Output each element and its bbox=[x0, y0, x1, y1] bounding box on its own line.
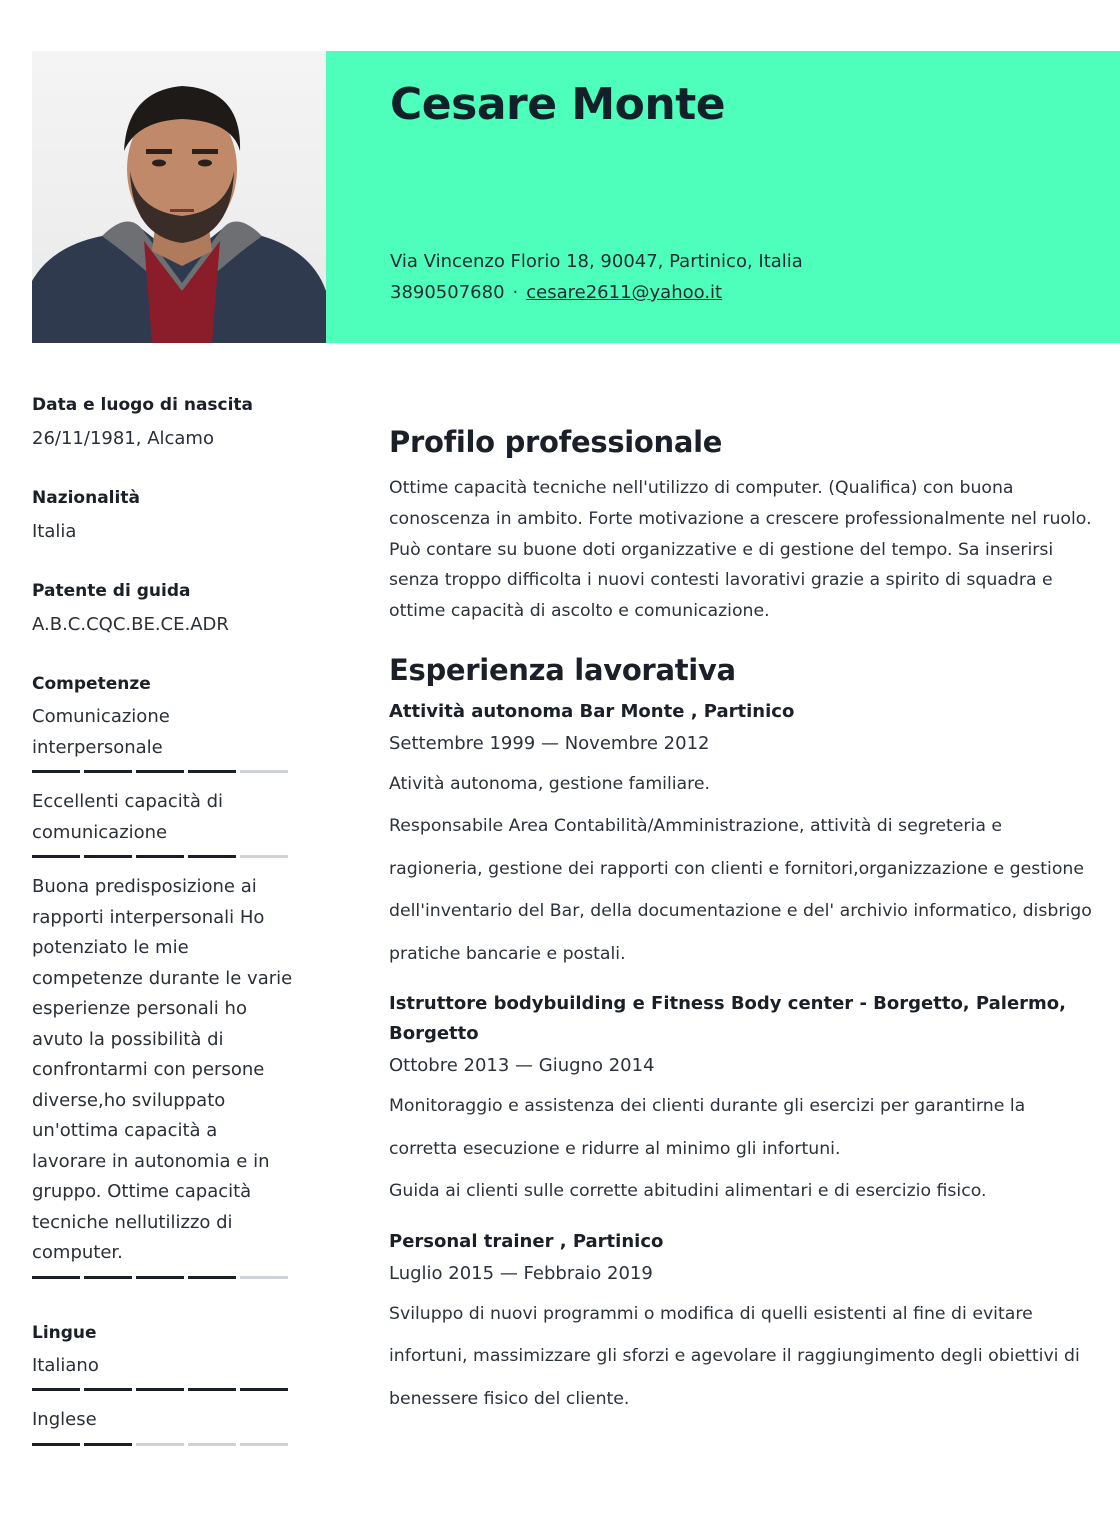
level-segment bbox=[136, 1388, 184, 1391]
job-dates: Luglio 2015 — Febbraio 2019 bbox=[389, 1262, 653, 1284]
phone: 3890507680 bbox=[390, 282, 505, 303]
level-segment bbox=[136, 770, 184, 773]
header-band bbox=[326, 51, 1120, 343]
level-segment bbox=[188, 1443, 236, 1446]
profile-line: ottime capacità di ascolto e comunicazione. bbox=[389, 601, 770, 622]
address: Via Vincenzo Florio 18, 90047, Partinico, Italia bbox=[390, 251, 803, 272]
skill-item: Buona predisposizione ai rapporti interpersonali Ho potenziato le mie competenze durante le varie esperienze personali ho avuto la possibilità di confrontarmi con persone diverse,ho sviluppato un'ottima capacità a lavorare in autonomia e in gruppo. Ottime capacità tecniche nellutilizzo di computer. bbox=[32, 876, 293, 1263]
job-entry bbox=[389, 697, 1119, 976]
level-segment bbox=[84, 1443, 132, 1446]
profile-line: Può contare su buone doti organizzative e di gestione del tempo. Sa inserirsi bbox=[389, 539, 1054, 560]
profile-heading: Profilo professionale bbox=[389, 425, 723, 459]
job-line: Sviluppo di nuovi programmi o modifica di quelli esistenti al fine di evitare bbox=[389, 1303, 1033, 1324]
skill-meter bbox=[32, 770, 294, 773]
job-title: Personal trainer , Partinico bbox=[389, 1230, 664, 1252]
level-segment bbox=[240, 1388, 288, 1391]
level-segment bbox=[188, 1276, 236, 1279]
sidebar bbox=[32, 395, 294, 1460]
contact-block bbox=[390, 246, 803, 308]
job-description bbox=[389, 1085, 1119, 1213]
job-line: infortuni, massimizzare gli sforzi e agevolare il raggiungimento degli obiettivi di bbox=[389, 1346, 1080, 1367]
nationality-value: Italia bbox=[32, 521, 77, 542]
level-segment bbox=[136, 1276, 184, 1279]
level-segment bbox=[32, 1276, 80, 1279]
job-dates: Ottobre 2013 — Giugno 2014 bbox=[389, 1055, 655, 1077]
job-line: Monitoraggio e assistenza dei clienti durante gli esercizi per garantirne la bbox=[389, 1096, 1026, 1117]
email-link[interactable]: cesare2611@yahoo.it bbox=[526, 282, 723, 303]
level-segment bbox=[84, 770, 132, 773]
main-content bbox=[389, 425, 1119, 1420]
phone-email-line bbox=[390, 277, 803, 308]
job-line: pratiche bancarie e postali. bbox=[389, 943, 626, 964]
job-line: benessere fisico del cliente. bbox=[389, 1388, 630, 1409]
skills-block bbox=[32, 674, 294, 1279]
skill-item: Eccellenti capacità di comunicazione bbox=[32, 791, 224, 843]
language-meter bbox=[32, 1443, 294, 1446]
job-description bbox=[389, 763, 1119, 976]
job-title: Istruttore bodybuilding e Fitness Body center - Borgetto, Palermo, Borgetto bbox=[389, 993, 1066, 1045]
level-segment bbox=[136, 1443, 184, 1446]
level-segment bbox=[84, 1276, 132, 1279]
level-segment bbox=[84, 1388, 132, 1391]
nationality-label: Nazionalità bbox=[32, 488, 140, 508]
profile-text bbox=[389, 473, 1119, 627]
language-meter bbox=[32, 1388, 294, 1391]
license-block bbox=[32, 581, 294, 640]
profile-photo bbox=[32, 51, 326, 343]
skill-meter bbox=[32, 1276, 294, 1279]
separator: · bbox=[512, 282, 519, 303]
job-line: ragioneria, gestione dei rapporti con clienti e fornitori,organizzazione e gestione bbox=[389, 858, 1084, 879]
birth-label: Data e luogo di nascita bbox=[32, 395, 254, 415]
level-segment bbox=[188, 855, 236, 858]
level-segment bbox=[240, 1276, 288, 1279]
nationality-block bbox=[32, 488, 294, 547]
license-label: Patente di guida bbox=[32, 581, 191, 601]
level-segment bbox=[32, 1388, 80, 1391]
profile-line: Ottime capacità tecniche nell'utilizzo di computer. (Qualifica) con buona bbox=[389, 478, 1014, 498]
job-line: dell'inventario del Bar, della documentazione e del' archivio informatico, disbrigo bbox=[389, 901, 1092, 922]
language-item: Italiano bbox=[32, 1354, 99, 1376]
profile-line: conoscenza in ambito. Forte motivazione a crescere professionalmente nel ruolo. bbox=[389, 508, 1092, 529]
level-segment bbox=[32, 1443, 80, 1446]
level-segment bbox=[32, 770, 80, 773]
level-segment bbox=[240, 1443, 288, 1446]
job-entry bbox=[389, 1227, 1119, 1421]
languages-label: Lingue bbox=[32, 1322, 97, 1343]
job-line: Guida ai clienti sulle corrette abitudini alimentari e di esercizio fisico. bbox=[389, 1181, 987, 1202]
job-entry bbox=[389, 989, 1119, 1213]
birth-value: 26/11/1981, Alcamo bbox=[32, 428, 214, 449]
language-item: Inglese bbox=[32, 1409, 97, 1430]
profile-line: senza troppo difficolta i nuovi contesti lavorativi grazie a spirito di squadra e bbox=[389, 570, 1053, 591]
skill-item: Comunicazione interpersonale bbox=[32, 706, 170, 758]
skills-label: Competenze bbox=[32, 674, 151, 694]
license-value: A.B.C.CQC.BE.CE.ADR bbox=[32, 614, 229, 635]
level-segment bbox=[32, 855, 80, 858]
job-title: Attività autonoma Bar Monte , Partinico bbox=[389, 700, 795, 722]
birth-block bbox=[32, 395, 294, 454]
job-line: Atività autonoma, gestione familiare. bbox=[389, 773, 710, 794]
level-segment bbox=[240, 770, 288, 773]
job-line: Responsabile Area Contabilità/Amministrazione, attività di segreteria e bbox=[389, 816, 1003, 837]
experience-heading: Esperienza lavorativa bbox=[389, 652, 736, 687]
level-segment bbox=[188, 1388, 236, 1391]
level-segment bbox=[240, 855, 288, 858]
level-segment bbox=[84, 855, 132, 858]
skill-meter bbox=[32, 855, 294, 858]
level-segment bbox=[136, 855, 184, 858]
languages-block bbox=[32, 1323, 294, 1446]
job-description bbox=[389, 1293, 1119, 1421]
level-segment bbox=[188, 770, 236, 773]
person-name: Cesare Monte bbox=[390, 79, 726, 130]
job-dates: Settembre 1999 — Novembre 2012 bbox=[389, 732, 710, 754]
job-line: corretta esecuzione e ridurre al minimo gli infortuni. bbox=[389, 1138, 841, 1159]
